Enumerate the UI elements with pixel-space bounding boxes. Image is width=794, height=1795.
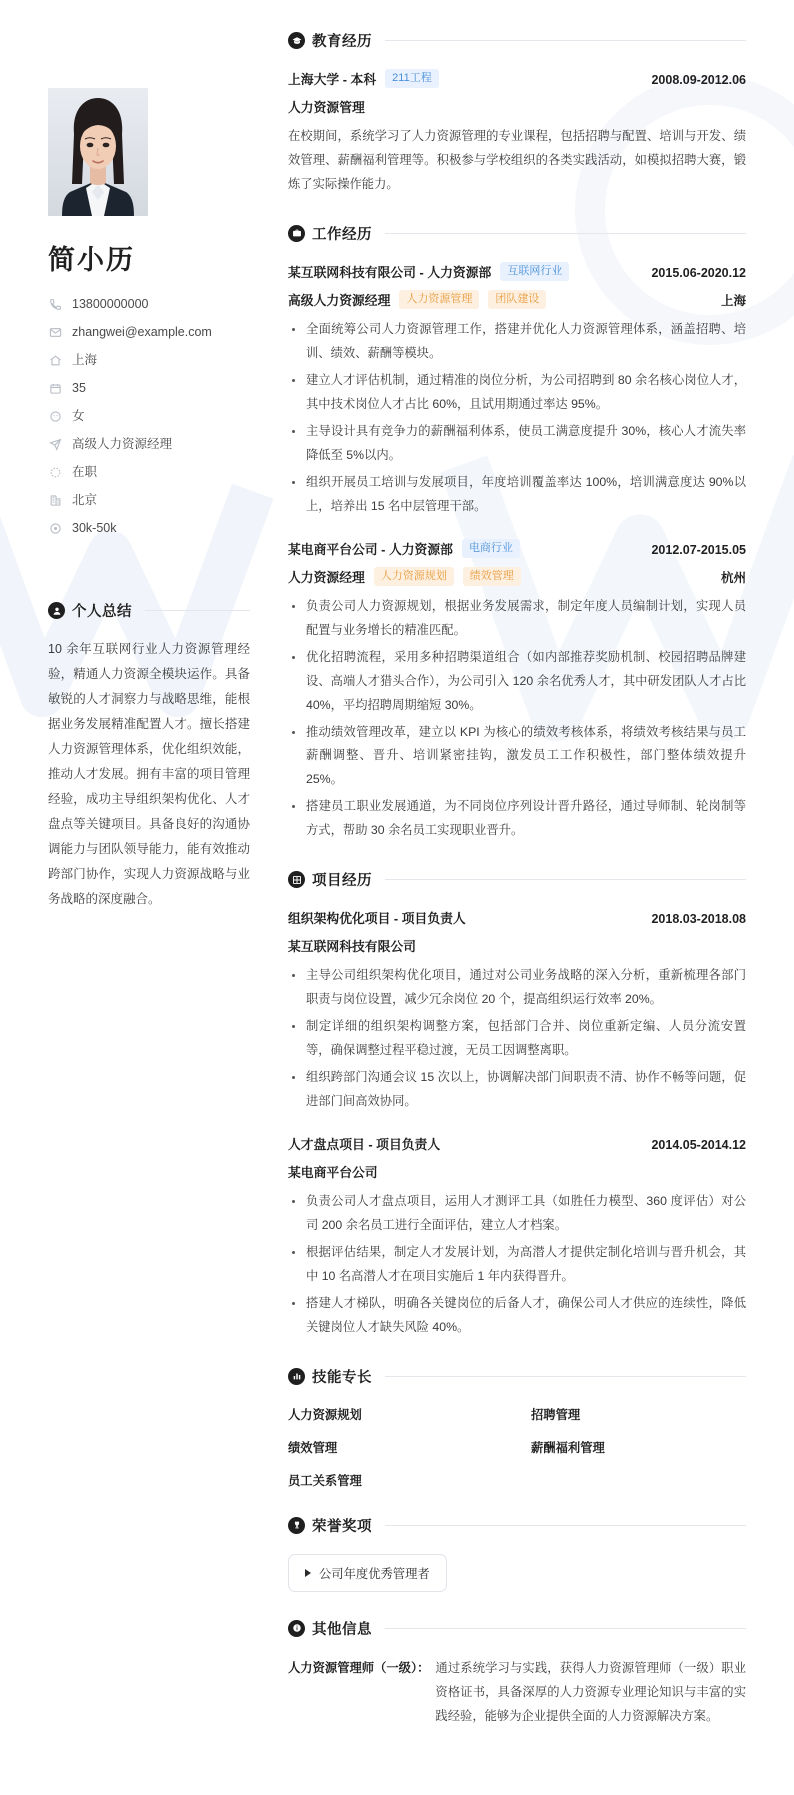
skill-tag: 人力资源规划 xyxy=(374,567,454,586)
section-header xyxy=(288,1515,746,1536)
entry-header xyxy=(288,262,746,281)
section-header xyxy=(288,30,746,51)
project-date: 2018.03-2018.08 xyxy=(651,912,746,927)
section-title: 项目经历 xyxy=(312,873,372,890)
company-name: 某互联网科技有限公司 - 人力资源部 xyxy=(288,264,492,280)
certificate-label: 人力资源管理师（一级）： xyxy=(288,1660,430,1675)
entry-subheader xyxy=(288,97,746,116)
divider xyxy=(145,610,250,611)
divider xyxy=(385,1525,746,1526)
divider xyxy=(385,1628,746,1629)
entry-subheader xyxy=(288,936,746,955)
skill-tag: 绩效管理 xyxy=(463,567,521,586)
section-title: 荣誉奖项 xyxy=(312,1518,372,1535)
skill-bar-track xyxy=(615,1442,746,1452)
page-title: 简小历 xyxy=(48,245,135,275)
skill-item xyxy=(288,1471,503,1489)
skill-bar-track xyxy=(347,1442,503,1452)
contact-value: 30k-50k xyxy=(72,521,117,535)
bullet-item: 搭建员工职业发展通道，为不同岗位序列设计晋升路径，通过导师制、轮岗制等方式，帮助 30 余名员工实现职业晋升。 xyxy=(288,795,746,843)
section-education xyxy=(288,30,746,197)
project-name: 人才盘点项目 - 项目负责人 xyxy=(288,1137,441,1153)
contact-value: 女 xyxy=(72,409,85,423)
divider xyxy=(385,1376,746,1377)
contact-position xyxy=(48,437,250,452)
skill-bar-track xyxy=(590,1409,746,1419)
contact-email xyxy=(48,325,250,340)
honor-chip[interactable] xyxy=(288,1554,447,1592)
contact-status xyxy=(48,465,250,480)
user-icon xyxy=(48,602,65,619)
bullet-item: 主导设计具有竞争力的薪酬福利体系，使员工满意度提升 30%，核心人才流失率降低至 5%以内。 xyxy=(288,420,746,468)
honor-list xyxy=(288,1554,746,1592)
phone-icon xyxy=(48,297,63,312)
divider xyxy=(385,40,746,41)
project-entry xyxy=(288,1134,746,1340)
section-header xyxy=(288,1366,746,1387)
contact-work-city xyxy=(48,493,250,508)
company-name: 某电商平台公司 - 人力资源部 xyxy=(288,541,453,557)
contact-value: zhangwei@example.com xyxy=(72,325,212,339)
entry-subheader xyxy=(288,290,746,309)
position-name: 高级人力资源经理 xyxy=(288,292,391,308)
work-date: 2012.07-2015.05 xyxy=(651,542,746,557)
contact-value: 35 xyxy=(72,381,86,395)
skill-label: 招聘管理 xyxy=(531,1407,581,1422)
entry-header xyxy=(288,69,746,88)
work-bullets xyxy=(288,595,746,844)
section-projects xyxy=(288,869,746,1340)
honor-label: 公司年度优秀管理者 xyxy=(319,1566,430,1581)
chart-icon xyxy=(288,1368,305,1385)
work-entry xyxy=(288,262,746,519)
bullet-item: 建立人才评估机制，通过精准的岗位分析，为公司招聘到 80 余名核心岗位人才，其中技术岗位人才占比 60%，且试用期通过率达 95%。 xyxy=(288,369,746,417)
education-description: 在校期间，系统学习了人力资源管理的专业课程，包括招聘与配置、培训与开发、绩效管理、薪酬福利管理等。积极参与学校组织的各类实践活动，如模拟招聘大赛，锻炼了实际操作能力。 xyxy=(288,129,746,191)
contact-age xyxy=(48,381,250,396)
section-header xyxy=(288,1618,746,1639)
industry-tag: 电商行业 xyxy=(462,539,520,558)
project-bullets xyxy=(288,964,746,1114)
skill-item xyxy=(288,1405,503,1423)
main-content xyxy=(280,0,794,1795)
bullet-item: 主导公司组织架构优化项目，通过对公司业务战略的深入分析，重新梳理各部门职责与岗位设置，减少冗余岗位 20 个，提高组织运行效率 20%。 xyxy=(288,964,746,1012)
entry-header xyxy=(288,908,746,927)
project-bullets xyxy=(288,1190,746,1340)
bullet-item: 组织开展员工培训与发展项目，年度培训覆盖率达 100%，培训满意度达 90%以上，培养出 15 名中层管理干部。 xyxy=(288,471,746,519)
briefcase-icon xyxy=(288,225,305,242)
rocket-icon xyxy=(48,437,63,452)
other-info-item xyxy=(288,1657,746,1729)
work-location: 上海 xyxy=(720,293,746,308)
work-entry xyxy=(288,539,746,844)
certificate-text: 通过系统学习与实践，获得人力资源管理师（一级）职业资格证书，具备深厚的人力资源专业理论知识与丰富的实践经验，能够为企业提供全面的人力资源解决方案。 xyxy=(435,1660,746,1723)
sidebar xyxy=(0,0,280,1795)
project-company: 某电商平台公司 xyxy=(288,1165,378,1181)
avatar xyxy=(48,88,148,216)
skill-item xyxy=(288,1438,503,1456)
salary-icon xyxy=(48,521,63,536)
play-triangle-icon xyxy=(305,1569,311,1577)
contact-value: 上海 xyxy=(72,353,98,367)
entry-subheader xyxy=(288,567,746,586)
contact-value: 北京 xyxy=(72,493,98,507)
skill-item xyxy=(531,1405,746,1423)
project-name: 组织架构优化项目 - 项目负责人 xyxy=(288,911,466,927)
bullet-item: 负责公司人力资源规划，根据业务发展需求，制定年度人员编制计划，实现人员配置与业务增长的精准匹配。 xyxy=(288,595,746,643)
graduation-icon xyxy=(288,32,305,49)
school-name: 上海大学 - 本科 xyxy=(288,72,377,87)
section-other-info xyxy=(288,1618,746,1729)
education-entry xyxy=(288,69,746,197)
status-icon xyxy=(48,465,63,480)
skill-tag: 人力资源管理 xyxy=(399,290,479,309)
divider xyxy=(385,233,746,234)
section-title: 个人总结 xyxy=(72,604,132,620)
major-name: 人力资源管理 xyxy=(288,100,365,115)
entry-subheader xyxy=(288,1162,746,1181)
section-work xyxy=(288,223,746,843)
contact-city xyxy=(48,353,250,368)
bullet-item: 全面统筹公司人力资源管理工作，搭建并优化人力资源管理体系，涵盖招聘、培训、绩效、薪酬等模块。 xyxy=(288,318,746,366)
summary-text: 10 余年互联网行业人力资源管理经验，精通人力资源全模块运作。具备敏锐的人才洞察力与战略思维，能根据业务发展精准配置人才。擅长搭建人力资源管理体系，优化组织效能，推动人才发展。拥有丰富的项目管理经验，成功主导组织架构优化、人才盘点等关键项目。具备良好的沟通协调能力与团队领导能力，能有效推动跨部门协作，实现人力资源战略与业务战略的深度融合。 xyxy=(48,642,250,906)
skill-label: 员工关系管理 xyxy=(288,1473,362,1488)
contact-value: 高级人力资源经理 xyxy=(72,437,173,451)
bullet-item: 制定详细的组织架构调整方案，包括部门合并、岗位重新定编、人员分流安置等，确保调整过程平稳过渡，无员工因调整离职。 xyxy=(288,1015,746,1063)
bullet-item: 优化招聘流程，采用多种招聘渠道组合（如内部推荐奖励机制、校园招聘品牌建设、高端人才猎头合作），为公司引入 120 余名优秀人才，其中研发团队人才占比 40%，平均招聘周期缩短 30%。 xyxy=(288,646,746,718)
project-company: 某互联网科技有限公司 xyxy=(288,939,416,955)
contact-salary xyxy=(48,521,250,536)
contact-phone xyxy=(48,297,250,312)
section-title: 其他信息 xyxy=(312,1621,372,1638)
bullet-item: 组织跨部门沟通会议 15 次以上，协调解决部门间职责不清、协作不畅等问题，促进部门间高效协同。 xyxy=(288,1066,746,1114)
project-date: 2014.05-2014.12 xyxy=(651,1138,746,1153)
industry-tag: 互联网行业 xyxy=(500,262,569,281)
contact-gender xyxy=(48,409,250,424)
project-entry xyxy=(288,908,746,1114)
contact-value: 13800000000 xyxy=(72,297,149,311)
work-date: 2015.06-2020.12 xyxy=(651,265,746,280)
section-header xyxy=(48,600,250,621)
trophy-icon xyxy=(288,1517,305,1534)
skill-item xyxy=(531,1438,746,1456)
bullet-item: 负责公司人才盘点项目，运用人才测评工具（如胜任力模型、360 度评估）对公司 200 余名员工进行全面评估，建立人才档案。 xyxy=(288,1190,746,1238)
section-skills xyxy=(288,1366,746,1489)
bullet-item: 搭建人才梯队，明确各关键岗位的后备人才，确保公司人才供应的连续性，降低关键岗位人才缺失风险 40%。 xyxy=(288,1292,746,1340)
skill-tag: 团队建设 xyxy=(488,290,546,309)
skill-label: 人力资源规划 xyxy=(288,1407,362,1422)
gender-icon xyxy=(48,409,63,424)
section-header xyxy=(288,223,746,244)
mail-icon xyxy=(48,325,63,340)
section-title: 工作经历 xyxy=(312,226,372,243)
skill-bar-track xyxy=(372,1409,503,1419)
bullet-item: 推动绩效管理改革，建立以 KPI 为核心的绩效考核体系，将绩效考核结果与员工薪酬调整、晋升、培训紧密挂钩，激发员工工作积极性，部门整体绩效提升 25%。 xyxy=(288,721,746,793)
work-location: 杭州 xyxy=(720,570,746,585)
education-tag: 211工程 xyxy=(385,69,439,88)
info-icon xyxy=(288,1620,305,1637)
project-icon xyxy=(288,871,305,888)
section-title: 教育经历 xyxy=(312,34,372,50)
work-bullets xyxy=(288,318,746,519)
skill-label: 薪酬福利管理 xyxy=(531,1440,605,1455)
section-header xyxy=(288,869,746,890)
section-summary xyxy=(48,600,250,912)
entry-header xyxy=(288,539,746,558)
education-date: 2008.09-2012.06 xyxy=(651,73,746,87)
building-icon xyxy=(48,493,63,508)
home-icon xyxy=(48,353,63,368)
divider xyxy=(385,879,746,880)
calendar-icon xyxy=(48,381,63,396)
entry-header xyxy=(288,1134,746,1153)
skill-label: 绩效管理 xyxy=(288,1440,338,1455)
position-name: 人力资源经理 xyxy=(288,569,365,585)
contact-list xyxy=(48,297,250,536)
skill-bar-track xyxy=(372,1475,503,1485)
section-honors xyxy=(288,1515,746,1592)
contact-value: 在职 xyxy=(72,465,98,479)
skills-grid xyxy=(288,1405,746,1489)
bullet-item: 根据评估结果，制定人才发展计划，为高潜人才提供定制化培训与晋升机会，其中 10 名高潜人才在项目实施后 1 年内获得晋升。 xyxy=(288,1241,746,1289)
section-title: 技能专长 xyxy=(312,1369,372,1386)
